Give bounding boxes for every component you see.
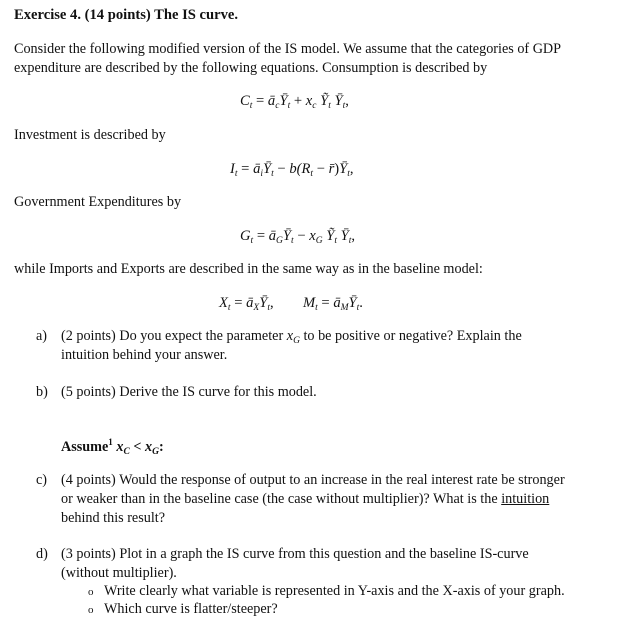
eq-i-y2-sub: t — [347, 169, 350, 179]
eq-x-lhs: X — [219, 295, 228, 311]
question-d-bullet-1: Write clearly what variable is represented in Y-axis and the X-axis of your graph. — [104, 583, 565, 599]
question-a-param: x — [286, 328, 294, 344]
bullet-icon: o — [88, 604, 94, 616]
eq-m-a: ā — [333, 295, 341, 311]
assume-x1-sub: C — [123, 447, 130, 457]
eq-m-a-sub: M — [340, 303, 349, 313]
investment-equation: $I_t$ = $ā_iȲ_t - b(R_t$ − $r̄)Ȳ_t$, — [230, 161, 354, 179]
government-label: Government Expenditures by — [14, 194, 182, 210]
assume-x1: x — [116, 439, 124, 455]
exercise-title: Exercise 4. (14 points) The IS curve. — [14, 7, 239, 23]
eq-i-rbar: r̄ — [328, 161, 335, 177]
question-a-pre: (2 points) Do you expect the parameter — [61, 328, 287, 344]
eq-c-bar-y-sub: t — [342, 101, 346, 111]
eq-x-y: Ȳ — [259, 295, 268, 311]
eq-c-tilde-y-sub: t — [328, 101, 331, 111]
eq-g-y-sub: t — [291, 236, 294, 246]
assume-x2: x — [144, 439, 153, 455]
eq-i-lhs: I — [230, 161, 235, 177]
question-d-bullet-2: Which curve is flatter/steeper? — [104, 601, 278, 617]
eq-x-lhs-sub: t — [227, 303, 231, 313]
assume-word: Assume — [61, 439, 109, 455]
eq-i-y-sub: t — [271, 169, 274, 179]
eq-i-a-sub: i — [260, 169, 263, 179]
intro-line-1: Consider the following modified version of the IS model. We assume that the categories of GDP — [14, 41, 562, 57]
question-a-line-2: intuition behind your answer. — [61, 347, 228, 363]
question-b-label: b) — [36, 384, 48, 400]
eq-i-y: Ȳ — [263, 161, 272, 177]
eq-x-a-sub: X — [253, 303, 260, 313]
eq-m-y: Ȳ — [348, 295, 357, 311]
eq-g-tilde-y: Ỹ — [326, 228, 335, 244]
eq-g-bar-y: Ȳ — [340, 228, 349, 244]
imports-label: while Imports and Exports are described in the same way as in the baseline model: — [14, 261, 483, 277]
eq-g-lhs: G — [240, 228, 251, 244]
consumption-equation: $C_t$ = $ā_cȲ_t + x_c$ Ỹ$_t$ $Ȳ_t$, — [240, 93, 349, 111]
eq-i-b: b(R — [289, 161, 311, 177]
question-a-label: a) — [36, 328, 48, 344]
assume-colon: : — [158, 439, 164, 455]
question-a-post: to be positive or negative? Explain the — [299, 328, 522, 344]
question-c-line-1: (4 points) Would the response of output to an increase in the real interest rate be stronger — [61, 472, 565, 488]
eq-i-a: ā — [253, 161, 261, 177]
eq-i-r-sub: t — [310, 169, 314, 179]
eq-i-lhs-sub: t — [234, 169, 238, 179]
intuition-link[interactable]: intuition — [501, 491, 550, 507]
eq-c-x-sub: c — [312, 101, 317, 111]
eq-i-y2: Ȳ — [339, 161, 348, 177]
question-d-line-2: (without multiplier). — [61, 565, 177, 581]
eq-c-a: ā — [267, 93, 276, 109]
eq-g-x: x — [309, 228, 316, 244]
question-b-text: (5 points) Derive the IS curve for this model. — [61, 384, 317, 400]
question-c-line-3: behind this result? — [61, 510, 166, 526]
eq-x-y-sub: t — [267, 303, 270, 313]
question-a-param-sub: G — [293, 336, 300, 346]
eq-g-bar-y-sub: t — [348, 236, 352, 246]
eq-m-y-sub: t — [356, 303, 360, 313]
government-equation: $G_t$ = $ā_GȲ_t - x_G$ Ỹ$_t$ $Ȳ_t$, — [240, 228, 356, 246]
eq-c-y-sub: t — [287, 101, 291, 111]
question-d-line-1: (3 points) Plot in a graph the IS curve from this question and the baseline IS-curve — [61, 546, 529, 562]
eq-g-tilde-y-sub: t — [334, 236, 337, 246]
question-d-label: d) — [36, 546, 48, 562]
trade-equation: $X_t$ = $ā_XȲ_t$, $M_t$ = $ā_MȲ_t$. — [219, 295, 363, 313]
eq-c-lhs-sub: t — [249, 101, 253, 111]
assume-x2-sub: G — [152, 447, 159, 457]
investment-label: Investment is described by — [14, 127, 166, 143]
bullet-icon: o — [88, 586, 94, 598]
eq-c-tilde-y: Ỹ — [320, 93, 329, 109]
question-c-line-2-pre: or weaker than in the baseline case (the case without multiplier)? What is the — [61, 491, 502, 507]
assume-line — [61, 433, 164, 462]
question-c-line-2 — [61, 490, 549, 509]
eq-m-lhs-sub: t — [315, 303, 318, 313]
intro-line-2: expenditure are described by the following equations. Consumption is described by — [14, 60, 488, 76]
eq-g-y: Ȳ — [282, 228, 292, 244]
eq-g-lhs-sub: t — [250, 236, 254, 246]
eq-m-lhs: M — [302, 295, 316, 311]
question-c-label: c) — [36, 472, 48, 488]
footnote-marker[interactable]: 1 — [108, 437, 113, 447]
eq-c-a-sub: c — [275, 101, 280, 111]
eq-c-bar-y: Ȳ — [334, 93, 343, 109]
eq-c-y: Ȳ — [279, 93, 288, 109]
eq-c-x: x — [305, 93, 313, 109]
eq-g-x-sub: G — [315, 236, 323, 246]
eq-x-a: ā — [246, 295, 254, 311]
assume-op: < — [129, 439, 145, 455]
eq-g-a: ā — [268, 228, 277, 244]
eq-c-lhs: C — [240, 93, 250, 109]
eq-g-a-sub: G — [276, 236, 283, 246]
